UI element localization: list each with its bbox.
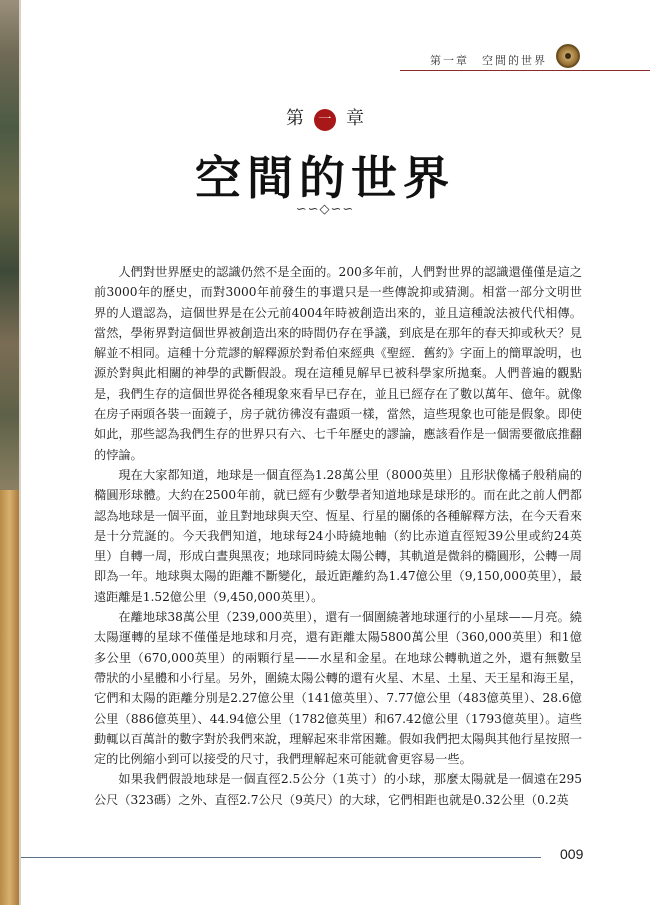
paragraph: 現在大家都知道，地球是一個直徑為1.28萬公里（8000英里）且形狀像橘子般稍扁的橢圓形球體。大約在2500年前，就已經有少數學者知道地球是球形的。而在此之前人們都認為地球是一個平面，並且對地球與天空、恆星、行星的關係的各種解釋方法，在今天看來是十分荒誕的。今天我們知道，地球每24小時繞地軸（約比赤道直徑短39公里或約24英里）自轉一周，形成白晝與黑夜；地球同時繞太陽公轉，其軌道是微斜的橢圓形，公轉一周即為一年。地球與太陽的距離不斷變化，最近距離約為1.47億公里（9,150,000英里），最遠距離是1.52億公里（9,450,000英里）。	[94, 467, 582, 604]
book-spine-gold-band	[0, 490, 19, 905]
body-text	[94, 262, 582, 810]
header-rule	[400, 70, 650, 71]
paragraph: 人們對世界歷史的認識仍然不是全面的。200多年前，人們對世界的認識還僅僅是這之前3000年的歷史，而對3000年前發生的事還只是一些傳說抑或猜測。相當一部分文明世界的人還認為，這個世界是在公元前4004年時被創造出來的，並且這種說法被代代相傳。當然，學術界對這個世界被創造出來的時間仍存在爭議，到底是在那年的春天抑或秋天？見解並不相同。這種十分荒謬的解釋源於對希伯來經典《聖經．舊約》字面上的簡單說明，也源於對與此相關的神學的武斷假設。現在這種見解早已被科學家所拋棄。人們普遍的觀點是，我們生存的這個世界從各種現象來看早已存在，並且已經存在了數以萬年、億年。就像在房子兩頭各裝一面鏡子，房子就彷彿沒有盡頭一樣，當然，這些現象也可能是假象。即使如此，那些認為我們生存的世界只有六、七千年歷史的謬論，應該看作是一個需要徹底推翻的悖論。	[94, 265, 582, 462]
page-gutter	[19, 0, 21, 905]
chapter-prefix: 第	[286, 108, 304, 129]
chapter-label	[0, 104, 650, 131]
chapter-number-badge: 一	[314, 109, 336, 131]
chapter-suffix: 章	[346, 108, 364, 129]
footer-rule	[21, 857, 541, 858]
paragraph: 如果我們假設地球是一個直徑2.5公分（1英寸）的小球，那麼太陽就是一個遠在295公尺（323碼）之外、直徑2.7公尺（9英尺）的大球，它們相距也就是0.32公里（0.2英	[94, 772, 582, 807]
chapter-title: 空間的世界	[195, 151, 455, 205]
title-ornament-icon: ∽∽◇∽∽	[295, 202, 355, 217]
compass-emblem-icon	[556, 44, 580, 68]
paragraph: 在離地球38萬公里（239,000英里），還有一個圍繞著地球運行的小星球——月亮。繞太陽運轉的星球不僅僅是地球和月亮，還有距離太陽5800萬公里（360,000英里）和1億多公里（670,000英里）的兩顆行星——水星和金星。在地球公轉軌道之外，還有無數呈帶狀的小星體和小行星。另外，圍繞太陽公轉的還有火星、木星、土星、天王星和海王星，它們和太陽的距離分別是2.27億公里（141億英里）、7.77億公里（483億英里）、28.6億公里（886億英里）、44.94億公里（1782億英里）和67.42億公里（1793億英里）。這些動輒以百萬計的數字對於我們來說，理解起來非常困難。假如我們把太陽與其他行星按照一定的比例縮小到可以接受的尺寸，我們理解起來可能就會更容易一些。	[94, 610, 582, 767]
running-header: 第一章 空間的世界	[430, 54, 547, 67]
page-number: 009	[560, 846, 584, 862]
